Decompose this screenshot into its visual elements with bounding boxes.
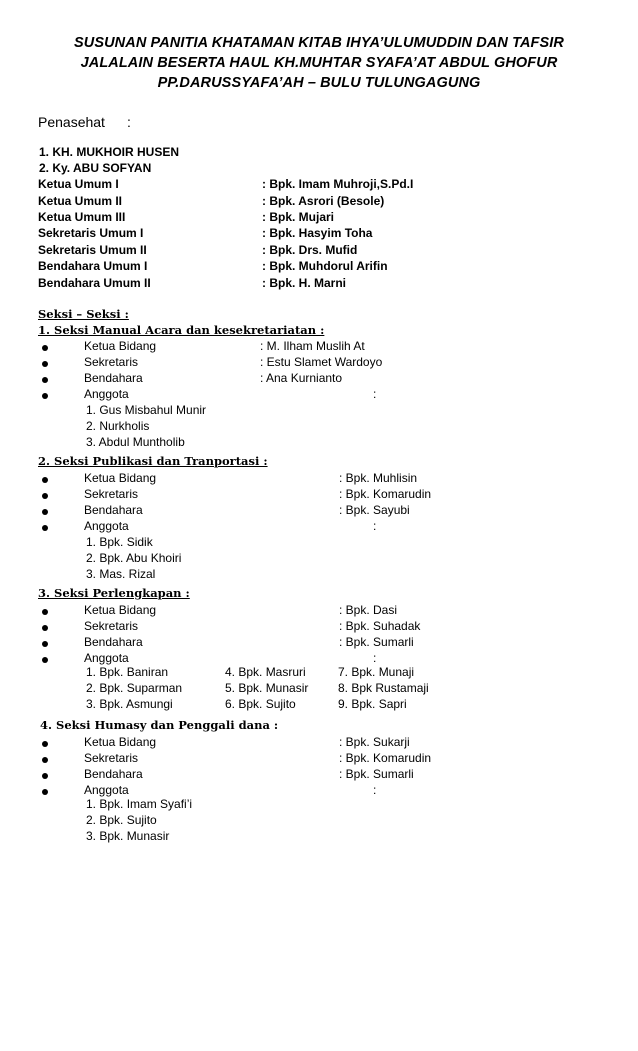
- seksi-2-title: 2. Seksi Publikasi dan Tranportasi :: [38, 454, 268, 468]
- row-label: Anggota: [84, 651, 129, 665]
- row-label: Bendahara: [84, 503, 143, 517]
- row-label: Bendahara: [84, 767, 143, 781]
- row-value: : Ana Kurnianto: [260, 371, 343, 385]
- officer-name: : Bpk. Imam Muhroji,S.Pd.I: [262, 177, 414, 191]
- officer-role: Ketua Umum II: [38, 194, 123, 208]
- row-label: Anggota: [84, 519, 129, 533]
- row-label: Ketua Bidang: [84, 339, 157, 353]
- row-value: : Bpk. Sayubi: [339, 503, 410, 517]
- row-value: :: [373, 651, 377, 665]
- penasehat-item: 1. KH. MUKHOIR HUSEN: [39, 145, 180, 159]
- bullet-icon: [42, 609, 48, 615]
- seksi-1-title: 1. Seksi Manual Acara dan kesekretariatan :: [38, 323, 325, 337]
- row-value: :: [373, 387, 377, 401]
- member-item: 1. Bpk. Imam Syafi’i: [86, 797, 193, 811]
- officer-name: : Bpk. Asrori (Besole): [262, 194, 385, 208]
- officer-name: : Bpk. Mujari: [262, 210, 335, 224]
- row-label: Bendahara: [84, 635, 143, 649]
- officer-name: : Bpk. Muhdorul Arifin: [262, 259, 388, 273]
- row-value: : Bpk. Muhlisin: [339, 471, 418, 485]
- member-item: 1. Gus Misbahul Munir: [86, 403, 207, 417]
- penasehat-colon: :: [127, 114, 131, 130]
- bullet-icon: [42, 493, 48, 499]
- row-label: Anggota: [84, 783, 129, 797]
- bullet-icon: [42, 393, 48, 399]
- officer-name: : Bpk. H. Marni: [262, 276, 347, 290]
- member-item: 3. Bpk. Munasir: [86, 829, 170, 843]
- seksi-4-title: 4. Seksi Humasy dan Penggali dana :: [40, 718, 279, 732]
- row-label: Bendahara: [84, 371, 143, 385]
- bullet-icon: [42, 641, 48, 647]
- member-item: 8. Bpk Rustamaji: [338, 681, 429, 695]
- row-value: : Bpk. Komarudin: [339, 751, 432, 765]
- row-label: Sekretaris: [84, 751, 139, 765]
- member-item: 2. Nurkholis: [86, 419, 150, 433]
- bullet-icon: [42, 525, 48, 531]
- member-item: 6. Bpk. Sujito: [225, 697, 296, 711]
- officer-role: Ketua Umum III: [38, 210, 126, 224]
- member-item: 3. Abdul Muntholib: [86, 435, 185, 449]
- member-item: 1. Bpk. Sidik: [86, 535, 153, 549]
- row-value: : Bpk. Suhadak: [339, 619, 421, 633]
- officer-role: Ketua Umum I: [38, 177, 119, 191]
- row-label: Sekretaris: [84, 619, 139, 633]
- seksi-3-title: 3. Seksi Perlengkapan :: [38, 586, 190, 600]
- row-label: Sekretaris: [84, 355, 139, 369]
- member-item: 9. Bpk. Sapri: [338, 697, 407, 711]
- title-line-2: JALALAIN BESERTA HAUL KH.MUHTAR SYAFA’AT ABDUL GHOFUR: [80, 55, 558, 71]
- bullet-icon: [42, 741, 48, 747]
- officer-name: : Bpk. Hasyim Toha: [262, 226, 373, 240]
- row-value: :: [373, 783, 377, 797]
- row-label: Sekretaris: [84, 487, 139, 501]
- member-item: 5. Bpk. Munasir: [225, 681, 309, 695]
- row-value: : Bpk. Dasi: [339, 603, 398, 617]
- title-line-3: PP.DARUSSYAFA’AH – BULU TULUNGAGUNG: [157, 75, 481, 91]
- bullet-icon: [42, 477, 48, 483]
- member-item: 1. Bpk. Baniran: [86, 665, 169, 679]
- row-label: Anggota: [84, 387, 129, 401]
- row-value: :: [373, 519, 377, 533]
- member-item: 3. Bpk. Asmungi: [86, 697, 173, 711]
- seksi-heading: Seksi – Seksi :: [38, 307, 129, 321]
- title-line-1: SUSUNAN PANITIA KHATAMAN KITAB IHYA’ULUMUDDIN DAN TAFSIR: [74, 35, 564, 51]
- penasehat-label: Penasehat: [38, 114, 105, 130]
- member-item: 2. Bpk. Suparman: [86, 681, 183, 695]
- row-value: : Bpk. Sumarli: [339, 767, 414, 781]
- bullet-icon: [42, 757, 48, 763]
- row-value: : M. Ilham Muslih At: [260, 339, 365, 353]
- officer-role: Sekretaris Umum I: [38, 226, 144, 240]
- member-item: 7. Bpk. Munaji: [338, 665, 415, 679]
- row-label: Ketua Bidang: [84, 735, 157, 749]
- row-value: : Estu Slamet Wardoyo: [260, 355, 383, 369]
- member-item: 3. Mas. Rizal: [86, 567, 156, 581]
- row-value: : Bpk. Komarudin: [339, 487, 432, 501]
- bullet-icon: [42, 625, 48, 631]
- bullet-icon: [42, 509, 48, 515]
- officer-role: Sekretaris Umum II: [38, 243, 147, 257]
- row-label: Ketua Bidang: [84, 603, 157, 617]
- bullet-icon: [42, 789, 48, 795]
- penasehat-item: 2. Ky. ABU SOFYAN: [39, 161, 152, 175]
- row-value: : Bpk. Sumarli: [339, 635, 414, 649]
- row-label: Ketua Bidang: [84, 471, 157, 485]
- officer-name: : Bpk. Drs. Mufid: [262, 243, 358, 257]
- bullet-icon: [42, 345, 48, 351]
- member-item: 4. Bpk. Masruri: [225, 665, 306, 679]
- officer-role: Bendahara Umum I: [38, 259, 148, 273]
- bullet-icon: [42, 657, 48, 663]
- member-item: 2. Bpk. Abu Khoiri: [86, 551, 182, 565]
- member-item: 2. Bpk. Sujito: [86, 813, 157, 827]
- bullet-icon: [42, 773, 48, 779]
- bullet-icon: [42, 361, 48, 367]
- bullet-icon: [42, 377, 48, 383]
- officer-role: Bendahara Umum II: [38, 276, 151, 290]
- row-value: : Bpk. Sukarji: [339, 735, 410, 749]
